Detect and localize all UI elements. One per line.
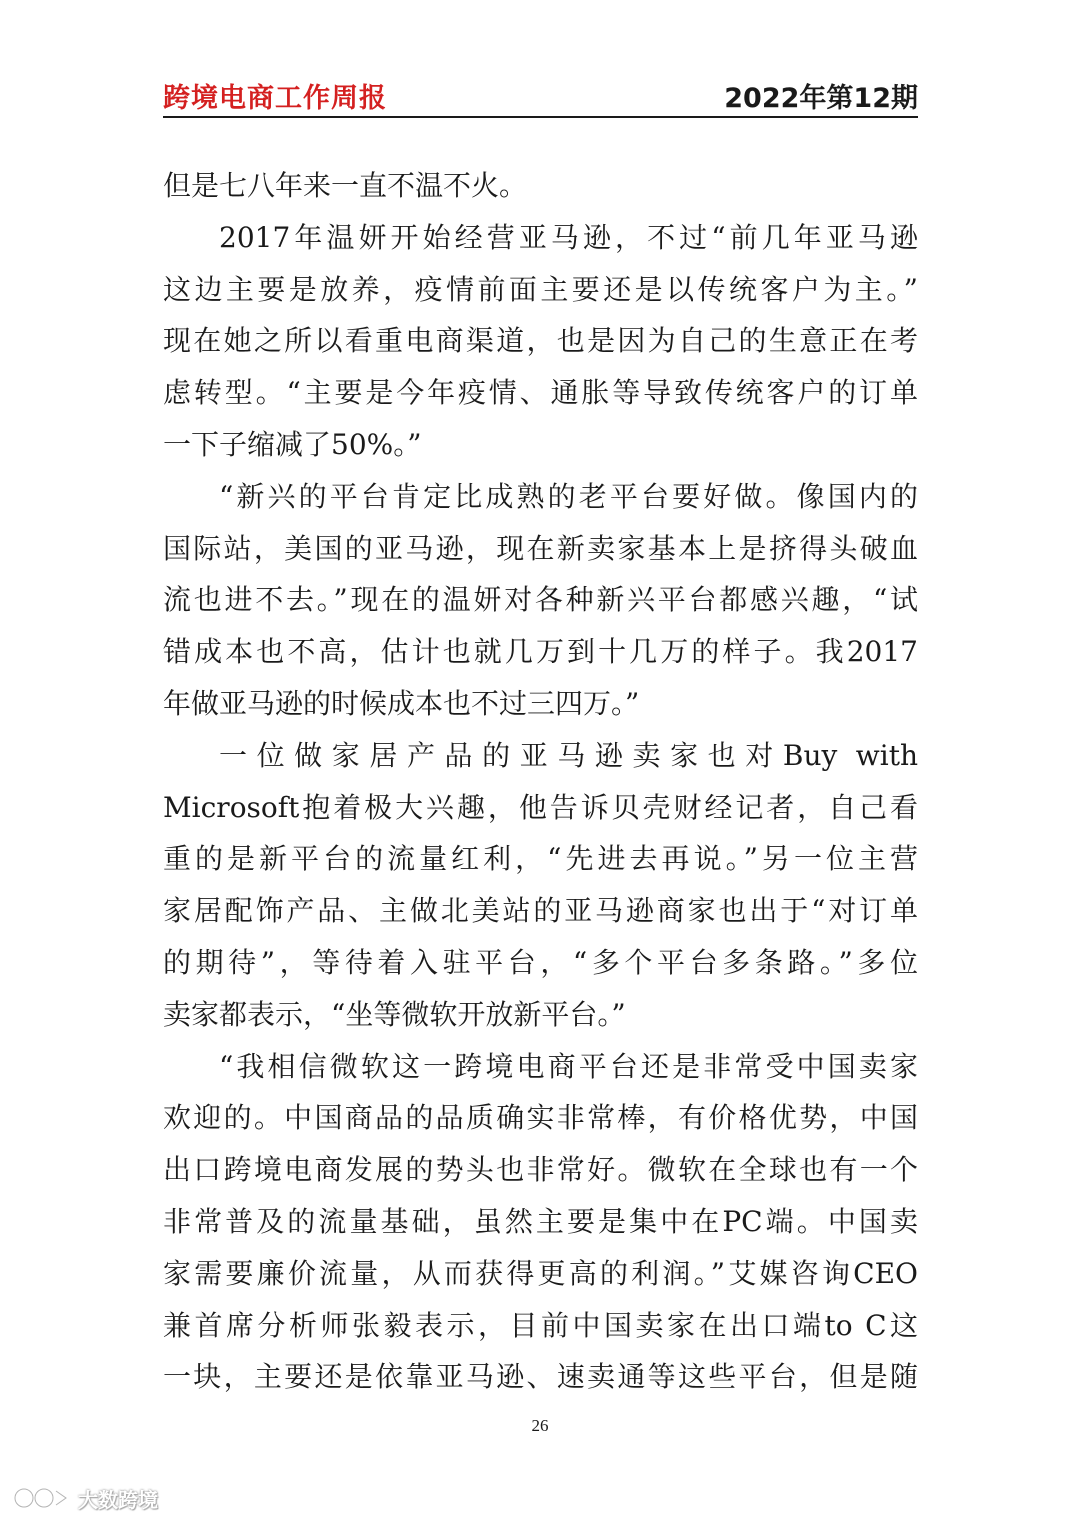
watermark	[12, 1482, 158, 1514]
text-line: 这边主要是放养，疫情前面主要还是以传统客户为主。”	[163, 272, 918, 306]
text-line: 错成本也不高，估计也就几万到十几万的样子。我2017	[163, 635, 918, 669]
text-line: 国际站，美国的亚马逊，现在新卖家基本上是挤得头破血	[163, 531, 918, 565]
text-line: 现在她之所以看重电商渠道，也是因为自己的生意正在考	[163, 324, 918, 358]
text-line: 但是七八年来一直不温不火。	[163, 169, 528, 202]
text-line: 兼首席分析师张毅表示，目前中国卖家在出口端to C这	[163, 1308, 918, 1342]
issue-number: 2022年第12期	[724, 83, 918, 114]
text-line: 卖家都表示，“坐等微软开放新平台。”	[163, 997, 626, 1031]
watermark-text: 大数跨境	[78, 1487, 158, 1512]
text-line: 重的是新平台的流量红利，“先进去再说。”另一位主营	[163, 842, 918, 876]
publication-title: 跨境电商工作周报	[163, 83, 387, 114]
article-body	[163, 160, 918, 1403]
text-line: 一块，主要还是依靠亚马逊、速卖通等这些平台，但是随	[163, 1360, 918, 1394]
text-line: “我相信微软这一跨境电商平台还是非常受中国卖家	[219, 1049, 918, 1083]
text-line: 一位做家居产品的亚马逊卖家也对Buy with	[219, 738, 918, 772]
text-line: 出口跨境电商发展的势头也非常好。微软在全球也有一个	[163, 1153, 918, 1187]
text-line: Microsoft抱着极大兴趣，他告诉贝壳财经记者，自己看	[163, 790, 918, 824]
text-line: 欢迎的。中国商品的品质确实非常棒，有价格优势，中国	[163, 1101, 918, 1135]
text-line: 虑转型。“主要是今年疫情、通胀等导致传统客户的订单	[163, 376, 918, 410]
text-line: 家居配饰产品、主做北美站的亚马逊商家也出于“对订单	[163, 894, 918, 928]
watermark-logo-icon	[12, 1485, 72, 1511]
page-number: 26	[531, 1416, 549, 1435]
text-line: 2017年温妍开始经营亚马逊，不过“前几年亚马逊	[219, 220, 918, 254]
page-header	[163, 72, 918, 118]
text-line: 流也进不去。”现在的温妍对各种新兴平台都感兴趣，“试	[163, 583, 918, 617]
text-line: 非常普及的流量基础，虽然主要是集中在PC端。中国卖	[163, 1204, 918, 1238]
text-line: 家需要廉价流量，从而获得更高的利润。”艾媒咨询CEO	[163, 1256, 918, 1290]
text-line: 年做亚马逊的时候成本也不过三四万。”	[163, 686, 640, 720]
text-line: “新兴的平台肯定比成熟的老平台要好做。像国内的	[219, 479, 918, 513]
text-line: 的期待”，等待着入驻平台，“多个平台多条路。”多位	[163, 945, 918, 979]
text-line: 一下子缩减了50%。”	[163, 427, 422, 461]
